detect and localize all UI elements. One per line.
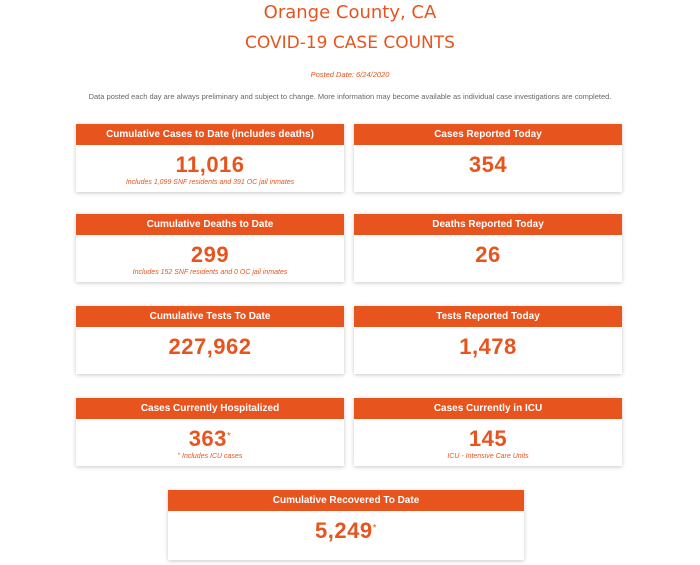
card-header: Cases Reported Today (354, 124, 622, 145)
card-header: Tests Reported Today (354, 306, 622, 327)
card-value-row (76, 427, 344, 451)
county-title: Orange County, CA (263, 2, 437, 23)
card-recovered (168, 490, 524, 560)
card-value: 299 (190, 242, 230, 267)
card-header: Deaths Reported Today (354, 214, 622, 235)
card-icu (354, 398, 622, 466)
card-value: 145 (468, 426, 508, 451)
card-value: 5,249 (315, 518, 373, 543)
card-cases-today (354, 124, 622, 192)
asterisk-marker: * (226, 431, 232, 442)
card-value: 363 (188, 426, 227, 451)
card-value: 227,962 (168, 334, 252, 359)
card-deaths-today (354, 214, 622, 282)
card-header: Cumulative Recovered To Date (168, 490, 524, 511)
asterisk-marker: * (177, 453, 181, 459)
card-value: 354 (468, 152, 508, 177)
card-tests-today (354, 306, 622, 374)
card-cumulative-deaths (76, 214, 344, 282)
card-subtext: ICU - Intensive Care Units (447, 453, 529, 460)
card-value: 1,478 (459, 334, 517, 359)
card-subtext: Includes ICU cases (182, 453, 243, 460)
disclaimer-note: Data posted each day are always preliminary and subject to change. More information may become available as individual case investigations are completed. (88, 92, 612, 101)
card-header: Cumulative Cases to Date (includes deaths) (76, 124, 344, 145)
card-subtext: Includes 152 SNF residents and 0 OC jail inmates (132, 269, 288, 276)
card-header: Cumulative Deaths to Date (76, 214, 344, 235)
card-value: 11,016 (175, 152, 245, 177)
card-subtext: Includes 1,099 SNF residents and 391 OC jail inmates (125, 179, 295, 186)
card-header: Cumulative Tests To Date (76, 306, 344, 327)
card-header: Cases Currently in ICU (354, 398, 622, 419)
posted-date: Posted Date: 6/24/2020 (310, 70, 390, 79)
asterisk-marker: * (372, 523, 377, 534)
card-value: 26 (475, 242, 501, 267)
card-hospitalized (76, 398, 344, 466)
card-subtext-row (76, 453, 344, 460)
card-header: Cases Currently Hospitalized (76, 398, 344, 419)
card-cumulative-cases (76, 124, 344, 192)
card-value-row (168, 519, 524, 543)
page-title: COVID-19 CASE COUNTS (245, 33, 455, 53)
card-cumulative-tests (76, 306, 344, 374)
